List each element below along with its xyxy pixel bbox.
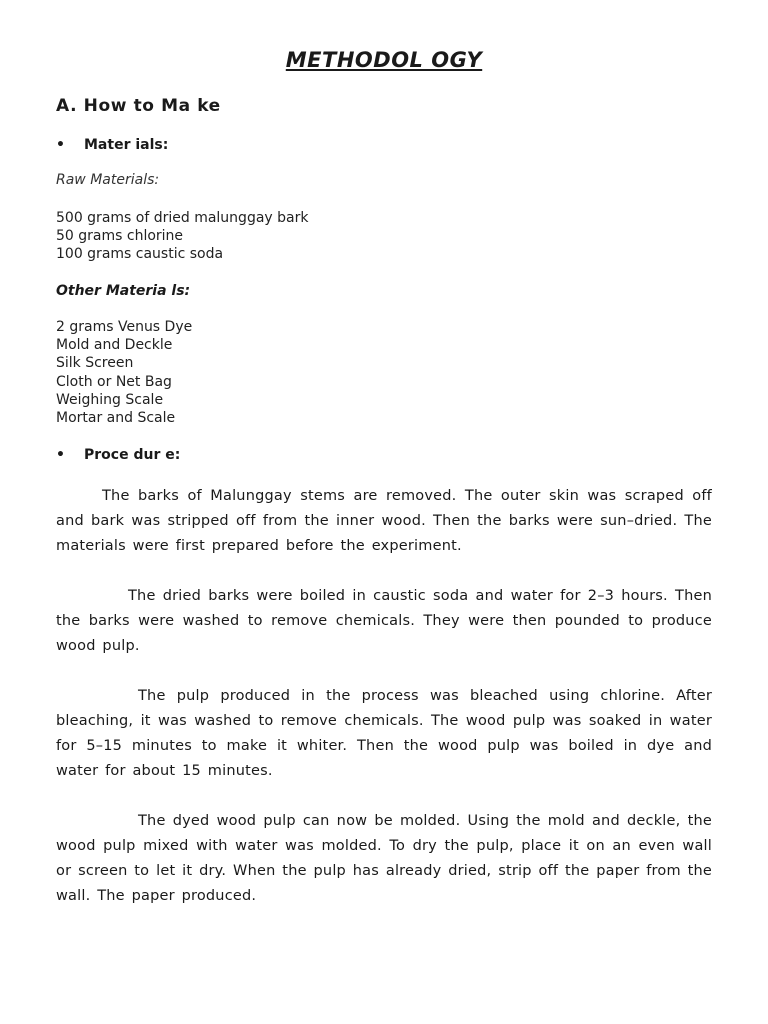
list-item: 100 grams caustic soda — [56, 246, 224, 263]
procedure-paragraph: The dried barks were boiled in caustic soda and water for 2–3 hours. Then the barks were washed to remove chemicals. They were then pounded to produce wood pulp. — [56, 588, 712, 654]
procedure-paragraph: The pulp produced in the process was bleached using chlorine. After bleaching, it was washed to remove chemicals. The wood pulp was soaked in water for 5–15 minutes to make it whiter. Then the wood pulp was boiled in dye and water for about 15 minutes. — [56, 688, 712, 779]
list-item: 50 grams chlorine — [56, 228, 184, 245]
list-item: Silk Screen — [56, 355, 134, 372]
page-title: METHODOL OGY — [285, 48, 483, 72]
list-item: Weighing Scale — [56, 391, 164, 408]
materials-bullet — [56, 137, 168, 153]
procedure-bullet — [56, 447, 180, 463]
list-item: Mortar and Scale — [56, 409, 176, 426]
list-item: 2 grams Venus Dye — [56, 319, 193, 335]
list-item: Cloth or Net Bag — [56, 373, 172, 390]
procedure-paragraph: The barks of Malunggay stems are removed. The outer skin was scraped off and bark was stripped off from the inner wood. Then the barks were sun–dried. The materials were first prepared before the experiment. — [56, 488, 712, 554]
list-item: Mold and Deckle — [56, 337, 173, 354]
bullet-marker: • — [56, 137, 65, 153]
bullet-marker: • — [56, 447, 65, 463]
procedure-label: Proce dur e: — [84, 447, 181, 463]
other-materials-list — [56, 318, 192, 427]
procedure-paragraph: The dyed wood pulp can now be molded. Using the mold and deckle, the wood pulp mixed with water was molded. To dry the pulp, place it on an even wall or screen to let it dry. When the pulp has already dried, strip off the paper from the wall. The paper produced. — [56, 813, 712, 904]
other-materials-heading: Other Materia ls: — [56, 283, 191, 299]
raw-materials-list — [56, 209, 308, 264]
section-heading-how-to-make: A. How to Ma ke — [56, 96, 221, 116]
materials-label: Mater ials: — [84, 137, 169, 153]
raw-materials-heading: Raw Materials: — [56, 172, 160, 188]
list-item: 500 grams of dried malunggay bark — [56, 210, 309, 226]
